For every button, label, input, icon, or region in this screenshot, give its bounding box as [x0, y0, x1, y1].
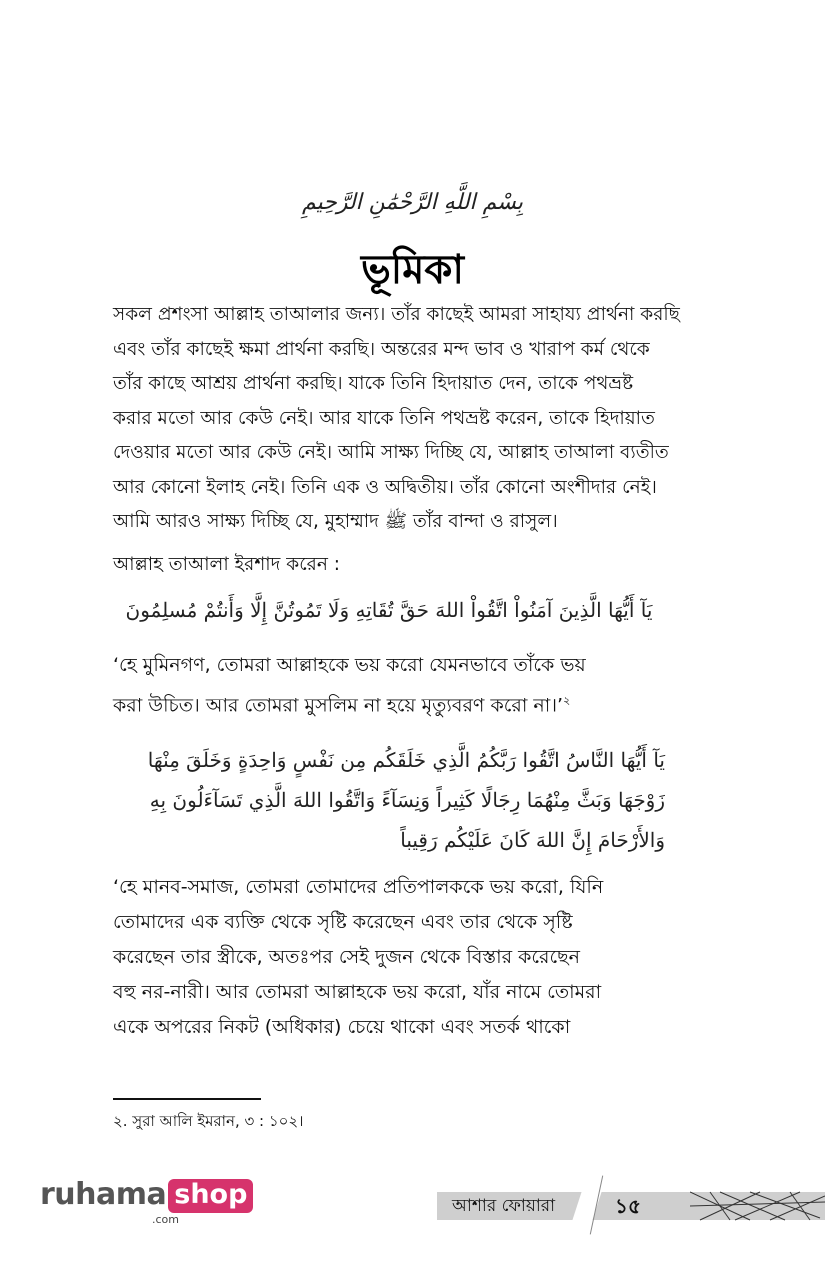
- arabic-ayah-2: [113, 740, 665, 860]
- footer-book-title: আশার ফোয়ারা: [452, 1196, 556, 1216]
- translation-line: করা উচিত। আর তোমরা মুসলিম না হয়ে মৃত্যুবরণ করো না।’$^২$: [113, 694, 571, 717]
- intro-line: এবং তাঁর কাছেই ক্ষমা প্রার্থনা করছি। অন্তরের মন্দ ভাব ও খারাপ কর্ম থেকে: [113, 338, 650, 360]
- translation-line: ‘হে মুমিনগণ, তোমরা আল্লাহকে ভয় করো যেমনভাবে তাঁকে ভয়: [113, 654, 586, 676]
- footnote-divider: [113, 1098, 261, 1100]
- intro-line: আর কোনো ইলাহ নেই। তিনি এক ও অদ্বিতীয়। তাঁর কোনো অংশীদার নেই।: [113, 476, 657, 498]
- basmala-calligraphy: بِسْمِ اللَّهِ الرَّحْمَٰنِ الرَّحِيمِ: [301, 190, 524, 215]
- footnote-marker: ২: [563, 694, 571, 707]
- arabic-line: زَوْجَهَا وَبَثَّ مِنْهُمَا رِجَالًا كَثِيراً وَنِسَآءً وَاتَّقُوا اللهَ الَّذِي تَسَآءَلُونَ بِهِ: [149, 788, 665, 812]
- ruhama-shop-logo: [40, 1177, 253, 1226]
- arabic-ayah-1: يَآ أَيُّهَا الَّذِينَ آمَنُواْ اتَّقُواْ اللهَ حَقَّ تُقَاتِهِ وَلَا تَمُوتُنَّ إِلَّا وَأَنتُمْ مُسلِمُونَ: [125, 598, 653, 622]
- translation-1: [113, 648, 718, 723]
- intro-line: সকল প্রশংসা আল্লাহ তাআলার জন্য। তাঁর কাছেই আমরা সাহায্য প্রার্থনা করছি: [113, 304, 680, 325]
- footer-decorative-lines: [690, 1188, 825, 1224]
- translation-line: করেছেন তার স্ত্রীকে, অতঃপর সেই দুজন থেকে বিস্তার করেছেন: [113, 946, 580, 968]
- logo-ruhama-text: ruhama: [40, 1177, 167, 1212]
- translation-2: [113, 870, 718, 1045]
- intro-line: দেওয়ার মতো আর কেউ নেই। আমি সাক্ষ্য দিচ্ছি যে, আল্লাহ তাআলা ব্যতীত: [113, 442, 669, 463]
- intro-line: করার মতো আর কেউ নেই। আর যাকে তিনি পথভ্রষ্ট করেন, তাকে হিদায়াত: [113, 407, 655, 429]
- intro-line: আমি আরও সাক্ষ্য দিচ্ছি যে, মুহাম্মাদ ﷺ তাঁর বান্দা ও রাসুল।: [113, 511, 558, 532]
- translation-line: বহু নর-নারী। আর তোমরা আল্লাহকে ভয় করো, যাঁর নামে তোমরা: [113, 981, 602, 1003]
- intro-paragraph: [113, 298, 718, 540]
- arabic-line: وَالأَرْحَامَ إِنَّ اللهَ كَانَ عَلَيْكُم رَقِيباً: [400, 828, 665, 852]
- logo-dotcom-text: .com: [152, 1213, 179, 1226]
- lead-line: আল্লাহ তাআলা ইরশাদ করেন :: [113, 554, 340, 575]
- translation-line: ‘হে মানব-সমাজ, তোমরা তোমাদের প্রতিপালককে ভয় করো, যিনি: [113, 876, 604, 898]
- page-title: ভূমিকা: [360, 247, 465, 293]
- translation-line: একে অপরের নিকট (অধিকার) চেয়ে থাকো এবং সতর্ক থাকো: [113, 1016, 571, 1038]
- footnote: ২. সুরা আলি ইমরান, ৩ : ১০২।: [113, 1112, 304, 1130]
- translation-line: তোমাদের এক ব্যক্তি থেকে সৃষ্টি করেছেন এবং তার থেকে সৃষ্টি: [113, 911, 573, 933]
- page-number: ১৫: [615, 1194, 641, 1218]
- arabic-line: يَآ أَيُّهَا النَّاسُ اتَّقُوا رَبَّكُمُ الَّذِي خَلَقَكُم مِن نَفْسٍ وَاحِدَةٍ وَخَلَقَ مِنْهَا: [147, 748, 665, 772]
- intro-line: তাঁর কাছে আশ্রয় প্রার্থনা করছি। যাকে তিনি হিদায়াত দেন, তাকে পথভ্রষ্ট: [113, 373, 634, 394]
- logo-shop-badge: shop: [168, 1179, 253, 1213]
